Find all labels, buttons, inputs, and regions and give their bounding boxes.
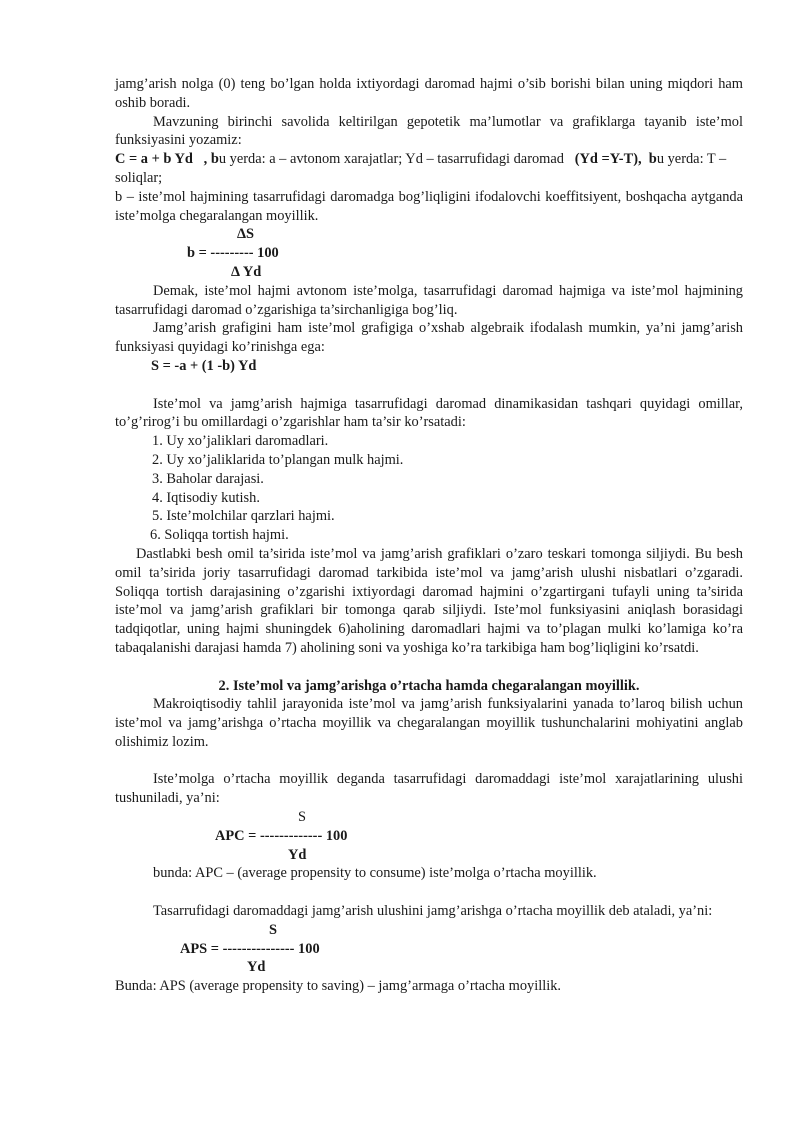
paragraph: Dastlabki besh omil ta’sirida iste’mol va jamg’arish grafiklari o’zaro teskari tomonga siljiydi. Bu besh omil ta’sirida joriy tasarrufidagi daromad tarkibida iste’mol va jamg’arish ulushi nisbatlari o’zgaradi. Soliqqa tortish darajasining o’zgarishi ixtiyordagi daromad hajmini o’zgartirgani tufayli uning ta’sirida iste’mol va jamg’arish grafiklari bir tomonga qarab siljiydi. Iste’mol funksiyasini aniqlash borasidagi tadqiqotlar, uning hajmi shuningdek 6)aholining daromadlari hajmi va to’plagan mulki ko’lamiga ko’ra tabaqalanishi darajasi hamda 7) aholining soni va yoshiga ko’ra tarkibiga ham bog’liqligini ko’rsatdi. xyxy=(115,545,743,656)
paragraph: Tasarrufidagi daromaddagi jamg’arish ulushini jamg’arishga o’rtacha moyillik deb ataladi, ya’ni: xyxy=(153,903,713,920)
paragraph: Demak, iste’mol hajmi avtonom iste’molga, tasarrufidagi daromad hajmiga va iste’mol hajmining tasarrufidagi daromad o’zgarishiga ta’sirchanligiga bog’liq. xyxy=(115,282,743,318)
consumption-formula-line xyxy=(115,150,743,188)
factor-list xyxy=(115,432,743,545)
formula-denominator: Yd xyxy=(247,959,266,976)
consumption-equation: C = a + b Yd xyxy=(115,151,193,168)
formula-main-line: APC = ------------- 100 xyxy=(215,827,348,844)
formula-apc xyxy=(115,846,743,865)
formula-denominator: Δ Yd xyxy=(231,263,262,280)
paragraph: Jamg’arish grafigini ham iste’mol grafigiga o’xshab algebraik ifodalash mumkin, ya’ni jamg’arish funksiyasi quyidagi ko’rinishga ega: xyxy=(115,320,743,356)
formula-main-line: APS = --------------- 100 xyxy=(180,940,320,957)
paragraph: Makroiqtisodiy tahlil jarayonida iste’mol va jamg’arish funksiyalarini yanada to’laroq bilish uchun iste’mol va jamg’arishga o’rtacha moyillik va chegaralangan moyillik tushunchalarini mohiyatini anglab olishimiz lozim. xyxy=(115,696,743,750)
paragraph: Bunda: APS (average propensity to saving) – jamg’armaga o’rtacha moyillik. xyxy=(115,978,561,995)
paragraph: Iste’mol va jamg’arish hajmiga tasarrufidagi daromad dinamikasidan tashqari quyidagi omillar, to’g’rirog’i bu omillardagi o’zgarishlar ham ta’sir ko’rsatadi: xyxy=(115,395,743,431)
paragraph: b – iste’mol hajmining tasarrufidagi daromadga bog’liqligini ifodalovchi koeffitsiyent, boshqacha aytganda iste’molga chegaralangan moyillik. xyxy=(115,188,743,224)
formula-b xyxy=(115,225,743,244)
list-item: 1. Uy xo’jaliklari daromadlari. xyxy=(152,433,329,450)
formula-numerator: ΔS xyxy=(237,226,255,243)
paragraph: Mavzuning birinchi savolida keltirilgan gepotetik ma’lumotlar va grafiklarga tayanib iste’mol funksiyasini yozamiz: xyxy=(115,113,743,149)
formula-explanation: u yerda: a – avtonom xarajatlar; Yd – tasarrufidagi daromad xyxy=(218,151,564,168)
formula-explanation: u yerda: T – soliqlar; xyxy=(115,151,727,186)
formula-numerator: S xyxy=(269,921,278,938)
list-item: 2. Uy xo’jaliklarida to’plangan mulk hajmi. xyxy=(152,451,404,468)
list-item: 5. Iste’molchilar qarzlari hajmi. xyxy=(152,508,335,525)
list-item: 3. Baholar darajasi. xyxy=(152,470,264,487)
paragraph: jamg’arish nolga (0) teng bo’lgan holda ixtiyordagi daromad hajmi o’sib borishi bilan uning miqdori ham oshib boradi. xyxy=(115,76,743,111)
paragraph: Iste’molga o’rtacha moyillik deganda tasarrufidagi daromaddagi iste’mol xarajatlarining ulushi tushuniladi, ya’ni: xyxy=(115,771,743,807)
formula-b-label: b xyxy=(648,151,657,168)
formula-b xyxy=(115,244,743,263)
saving-formula: S = -a + (1 -b) Yd xyxy=(151,357,257,374)
formula-b-label: , b xyxy=(203,151,219,168)
formula-aps xyxy=(115,921,743,940)
formula-denominator: Yd xyxy=(288,846,307,863)
formula-b xyxy=(115,263,743,282)
section-heading: 2. Iste’mol va jamg’arishga o’rtacha hamda chegaralangan moyillik. xyxy=(218,677,640,694)
formula-aps xyxy=(115,958,743,977)
list-item: 4. Iqtisodiy kutish. xyxy=(152,489,260,506)
document-page xyxy=(115,75,743,996)
paragraph: bunda: APC – (average propensity to consume) iste’molga o’rtacha moyillik. xyxy=(153,865,597,882)
formula-numerator: S xyxy=(298,809,307,826)
formula-main-line: b = --------- 100 xyxy=(187,245,279,262)
formula-apc xyxy=(115,827,743,846)
list-item: 6. Soliqqa tortish hajmi. xyxy=(150,527,289,544)
formula-apc xyxy=(115,808,743,827)
disposable-income-definition: (Yd =Y-T), xyxy=(574,151,642,168)
formula-aps xyxy=(115,940,743,959)
